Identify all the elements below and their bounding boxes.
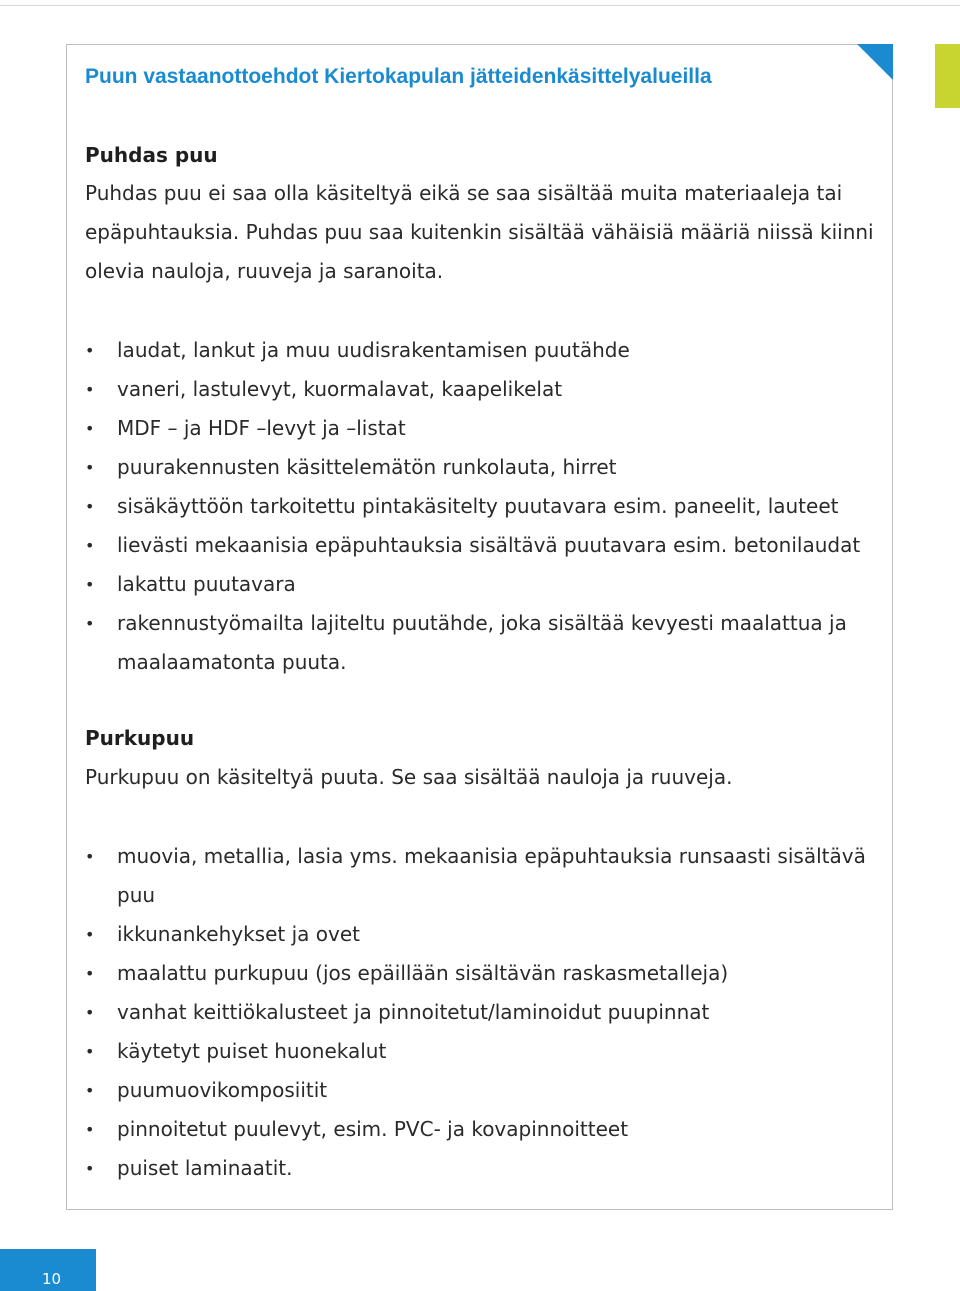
- bullet-icon: •: [85, 458, 95, 477]
- list-item: [85, 604, 885, 682]
- list-item-text: laudat, lankut ja muu uudisrakentamisen puutähde: [117, 338, 630, 362]
- list-item: [85, 487, 885, 526]
- list-item: [85, 526, 885, 565]
- bullet-icon: •: [85, 497, 95, 516]
- bullet-icon: •: [85, 925, 95, 944]
- bullet-icon: •: [85, 341, 95, 360]
- bullet-icon: •: [85, 419, 95, 438]
- bullet-icon: •: [85, 847, 95, 866]
- list-item: [85, 1149, 885, 1188]
- list-item: [85, 565, 885, 604]
- clean-wood-list: [85, 331, 885, 682]
- demolition-wood-list: [85, 837, 885, 1188]
- bullet-icon: •: [85, 1003, 95, 1022]
- page-number: 10: [42, 1270, 62, 1288]
- corner-decoration: [857, 44, 893, 80]
- page-title: Puun vastaanottoehdot Kiertokapulan jätteidenkäsittelyalueilla: [85, 65, 712, 88]
- list-item-text: puumuovikomposiitit: [117, 1078, 328, 1102]
- bullet-icon: •: [85, 575, 95, 594]
- list-item: [85, 1110, 885, 1149]
- bullet-icon: •: [85, 536, 95, 555]
- list-item-text: MDF – ja HDF –levyt ja –listat: [117, 416, 406, 440]
- list-item-text: vaneri, lastulevyt, kuormalavat, kaapelikelat: [117, 377, 563, 401]
- list-item-text: lakattu puutavara: [117, 572, 296, 596]
- list-item: [85, 1032, 885, 1071]
- list-item: [85, 409, 885, 448]
- list-item-text: rakennustyömailta lajiteltu puutähde, joka sisältää kevyesti maalattua ja maalaamatonta puuta.: [117, 611, 847, 674]
- clean-wood-heading: Puhdas puu: [85, 143, 218, 167]
- list-item: [85, 993, 885, 1032]
- list-item-text: sisäkäyttöön tarkoitettu pintakäsitelty puutavara esim. paneelit, lauteet: [117, 494, 839, 518]
- list-item-text: lievästi mekaanisia epäpuhtauksia sisältävä puutavara esim. betonilaudat: [117, 533, 861, 557]
- clean-wood-intro: Puhdas puu ei saa olla käsiteltyä eikä se saa sisältää muita materiaaleja tai epäpuhtauksia. Puhdas puu saa kuitenkin sisältää vähäisiä määriä niissä kiinni olevia nauloja, ruuveja ja saranoita.: [85, 181, 874, 283]
- bullet-icon: •: [85, 614, 95, 633]
- list-item: [85, 370, 885, 409]
- page-top-rule: [0, 5, 960, 6]
- list-item-text: puiset laminaatit.: [117, 1156, 293, 1180]
- demolition-wood-intro: Purkupuu on käsiteltyä puuta. Se saa sisältää nauloja ja ruuveja.: [85, 765, 733, 789]
- list-item-text: ikkunankehykset ja ovet: [117, 922, 360, 946]
- bullet-icon: •: [85, 380, 95, 399]
- demolition-wood-heading: Purkupuu: [85, 726, 195, 750]
- list-item: [85, 915, 885, 954]
- section-side-tab: [935, 44, 960, 108]
- bullet-icon: •: [85, 964, 95, 983]
- list-item: [85, 448, 885, 487]
- bullet-icon: •: [85, 1159, 95, 1178]
- list-item: [85, 1071, 885, 1110]
- list-item-text: maalattu purkupuu (jos epäillään sisältävän raskasmetalleja): [117, 961, 729, 985]
- list-item: [85, 331, 885, 370]
- list-item-text: puurakennusten käsittelemätön runkolauta, hirret: [117, 455, 617, 479]
- bullet-icon: •: [85, 1120, 95, 1139]
- list-item-text: pinnoitetut puulevyt, esim. PVC- ja kovapinnoitteet: [117, 1117, 629, 1141]
- list-item-text: vanhat keittiökalusteet ja pinnoitetut/laminoidut puupinnat: [117, 1000, 710, 1024]
- bullet-icon: •: [85, 1042, 95, 1061]
- bullet-icon: •: [85, 1081, 95, 1100]
- list-item-text: käytetyt puiset huonekalut: [117, 1039, 387, 1063]
- list-item: [85, 954, 885, 993]
- list-item: [85, 837, 885, 915]
- list-item-text: muovia, metallia, lasia yms. mekaanisia epäpuhtauksia runsaasti sisältävä puu: [117, 844, 866, 907]
